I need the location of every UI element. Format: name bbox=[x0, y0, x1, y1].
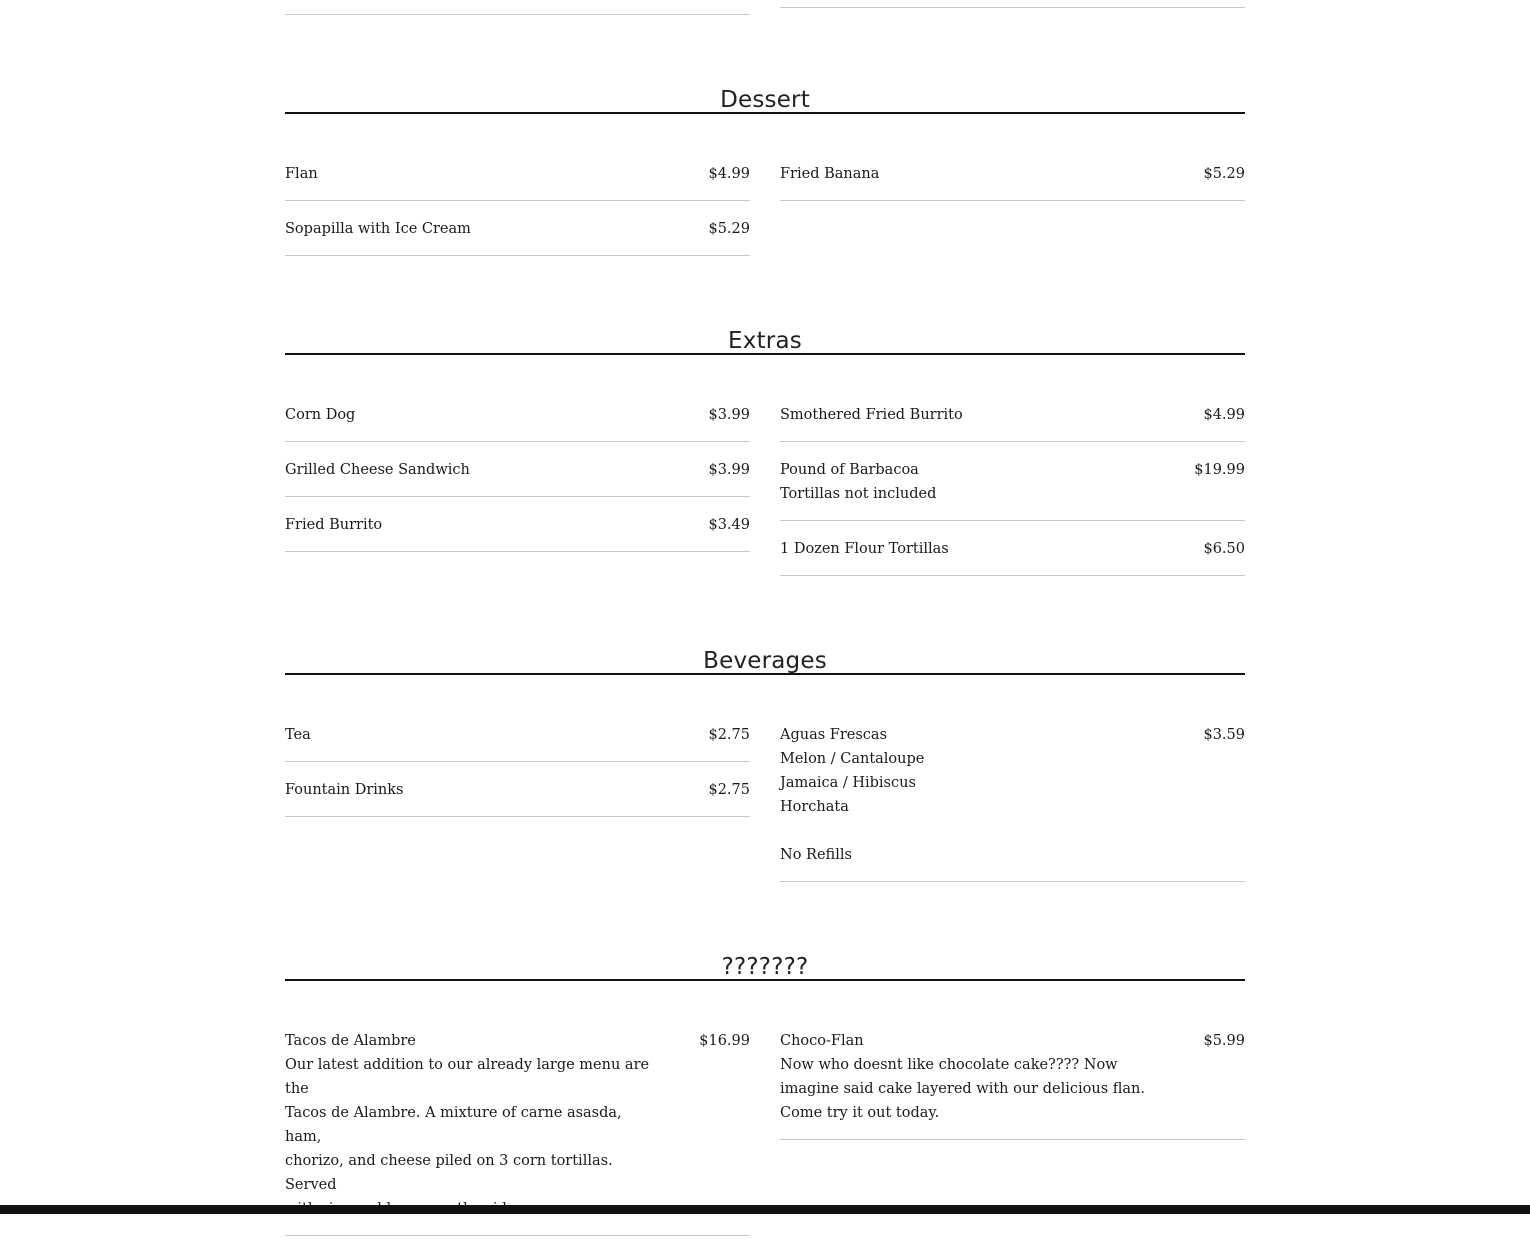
description-line: Jamaica / Hibiscus bbox=[780, 775, 916, 791]
item-name: Smothered Fried Burrito bbox=[780, 407, 963, 423]
menu-item bbox=[780, 1029, 1245, 1140]
item-name: Fried Banana bbox=[780, 166, 880, 182]
description-line: Tacos de Alambre. A mixture of carne asasda, ham, bbox=[285, 1105, 622, 1145]
item-name: Grilled Cheese Sandwich bbox=[285, 462, 470, 478]
item-name: Corn Dog bbox=[285, 407, 356, 423]
section-title: Extras bbox=[728, 328, 802, 354]
menu-item bbox=[780, 458, 1245, 521]
previous-section-end bbox=[285, 0, 1245, 20]
menu-item bbox=[285, 403, 750, 442]
description-line: chorizo, and cheese piled on 3 corn tortillas. Served bbox=[285, 1153, 613, 1193]
item-price: $19.99 bbox=[1194, 462, 1245, 478]
item-price: $3.49 bbox=[708, 517, 750, 533]
item-price: $5.29 bbox=[708, 221, 750, 237]
menu-item bbox=[285, 217, 750, 256]
item-description: Tortillas not included bbox=[780, 486, 937, 502]
divider bbox=[780, 7, 1245, 8]
section-title: ??????? bbox=[721, 954, 809, 980]
menu-item bbox=[285, 458, 750, 497]
menu-column-left bbox=[285, 723, 750, 833]
item-price: $5.29 bbox=[1203, 166, 1245, 182]
item-price: $2.75 bbox=[708, 727, 750, 743]
description-line: Our latest addition to our already large menu are the bbox=[285, 1057, 650, 1097]
menu-column-left bbox=[285, 1029, 750, 1252]
item-price: $6.50 bbox=[1203, 541, 1245, 557]
menu-item bbox=[285, 162, 750, 201]
section-extras bbox=[285, 317, 1245, 557]
description-line: Come try it out today. bbox=[780, 1105, 940, 1121]
description-line: Melon / Cantaloupe bbox=[780, 751, 925, 767]
menu-item bbox=[285, 513, 750, 552]
divider bbox=[285, 14, 750, 15]
description-line: Now who doesnt like chocolate cake???? Now bbox=[780, 1057, 1118, 1073]
menu bbox=[285, 0, 1245, 1193]
item-description bbox=[780, 747, 1150, 867]
section-header bbox=[285, 637, 1245, 675]
menu-column-left bbox=[285, 162, 750, 272]
item-price: $2.75 bbox=[708, 782, 750, 798]
item-price: $3.99 bbox=[708, 407, 750, 423]
section-title: Beverages bbox=[703, 648, 827, 674]
footer-bar bbox=[0, 1205, 1530, 1214]
menu-column-right bbox=[780, 723, 1245, 898]
item-price: $3.59 bbox=[1203, 727, 1245, 743]
item-name: Pound of Barbacoa bbox=[780, 462, 919, 478]
item-description bbox=[780, 1053, 1150, 1125]
description-line: imagine said cake layered with our delicious flan. bbox=[780, 1081, 1146, 1097]
item-note: No Refills bbox=[780, 847, 852, 863]
menu-column-right bbox=[780, 403, 1245, 592]
item-price: $16.99 bbox=[699, 1033, 750, 1049]
item-price: $3.99 bbox=[708, 462, 750, 478]
item-price: $5.99 bbox=[1203, 1033, 1245, 1049]
item-description bbox=[285, 1053, 655, 1221]
item-name: Flan bbox=[285, 166, 318, 182]
menu-item bbox=[780, 403, 1245, 442]
item-name: Fried Burrito bbox=[285, 517, 383, 533]
item-name: Choco-Flan bbox=[780, 1033, 864, 1049]
section-dessert bbox=[285, 76, 1245, 237]
section-header bbox=[285, 317, 1245, 355]
menu-item bbox=[285, 778, 750, 817]
menu-item bbox=[780, 723, 1245, 882]
section-specials bbox=[285, 943, 1245, 1193]
description-line: Horchata bbox=[780, 799, 849, 815]
item-name: 1 Dozen Flour Tortillas bbox=[780, 541, 949, 557]
description-spacer bbox=[780, 819, 1150, 843]
menu-item bbox=[285, 723, 750, 762]
section-beverages bbox=[285, 637, 1245, 863]
section-title: Dessert bbox=[720, 87, 810, 113]
item-name: Tea bbox=[285, 727, 311, 743]
section-header bbox=[285, 76, 1245, 114]
item-name: Tacos de Alambre bbox=[285, 1033, 416, 1049]
menu-item bbox=[780, 537, 1245, 576]
menu-column-left bbox=[285, 403, 750, 568]
item-name: Sopapilla with Ice Cream bbox=[285, 221, 471, 237]
item-price: $4.99 bbox=[1203, 407, 1245, 423]
menu-column-right bbox=[780, 1029, 1245, 1156]
item-name: Fountain Drinks bbox=[285, 782, 404, 798]
menu-column-right bbox=[780, 162, 1245, 217]
item-name: Aguas Frescas bbox=[780, 727, 888, 743]
section-header bbox=[285, 943, 1245, 981]
menu-item bbox=[780, 162, 1245, 201]
item-price: $4.99 bbox=[708, 166, 750, 182]
